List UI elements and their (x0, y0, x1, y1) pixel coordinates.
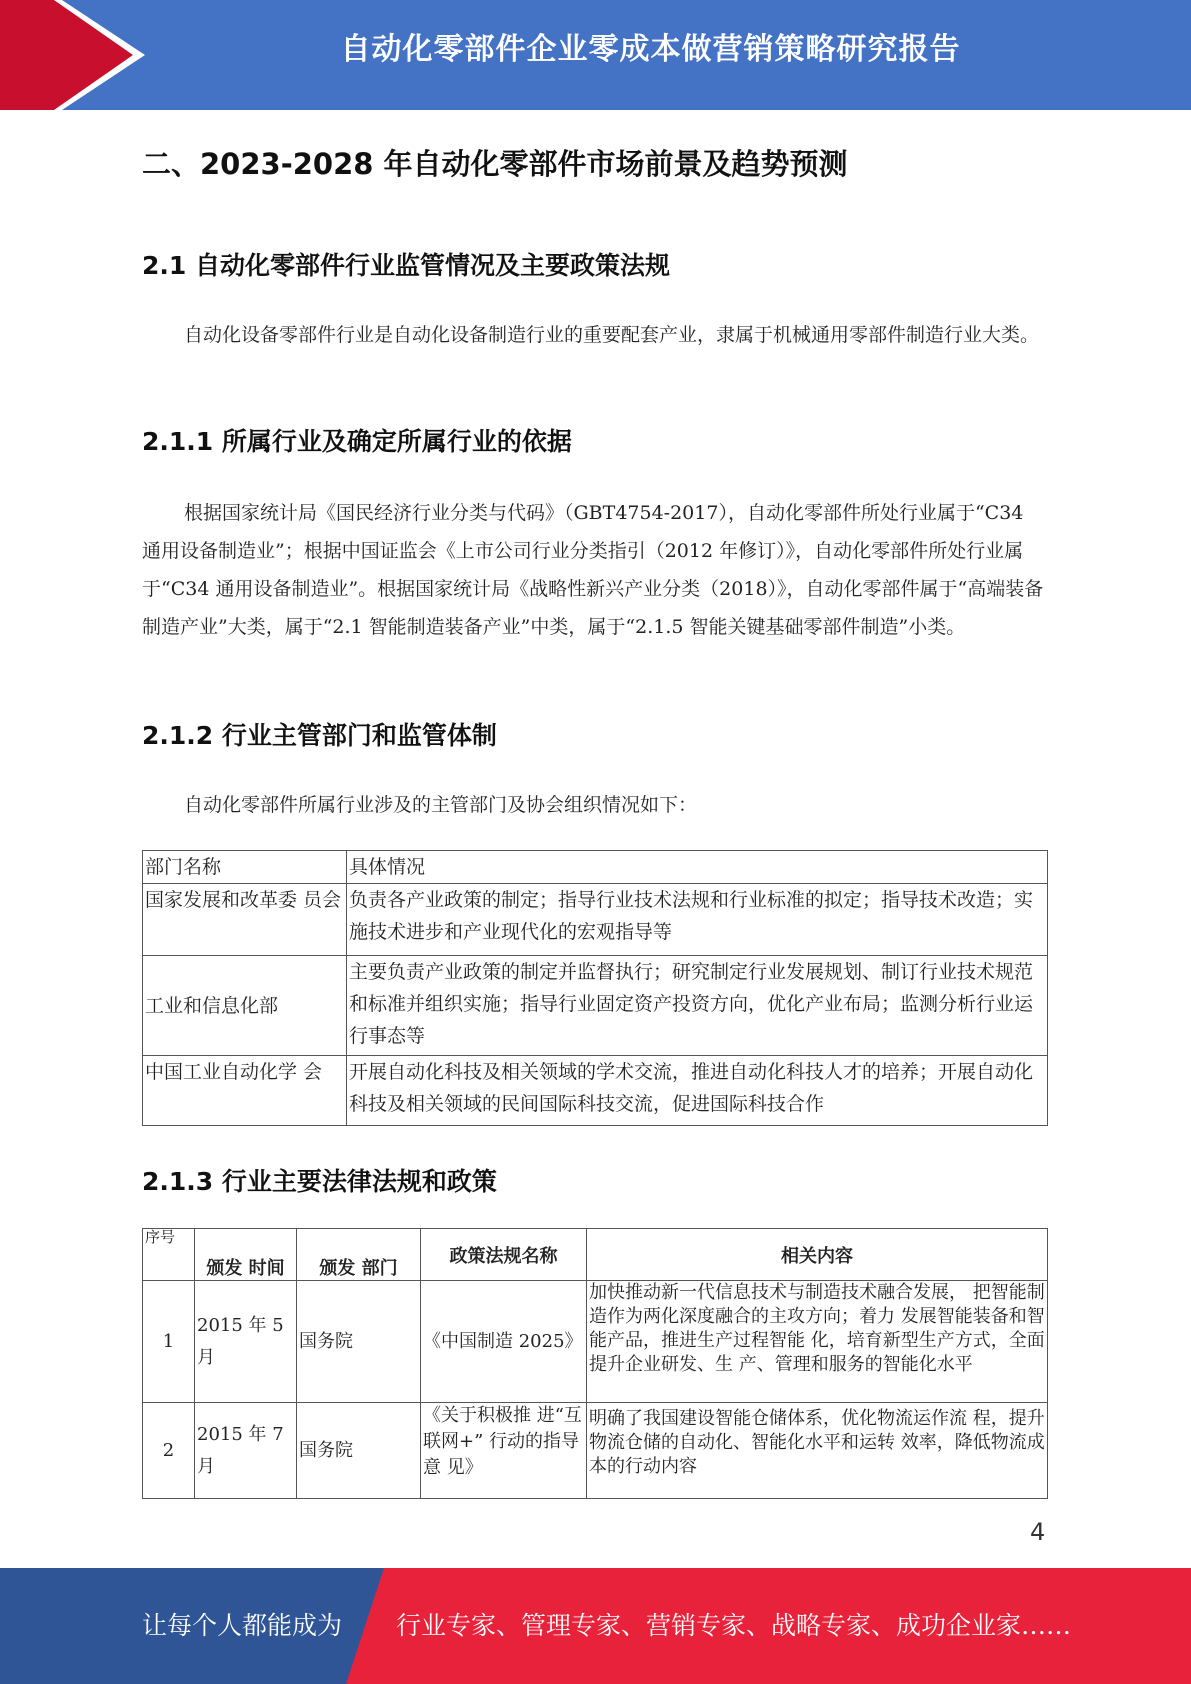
table-cell: 主要负责产业政策的制定并监督执行；研究制定行业发展规划、制订行业技术规范和标准并组织实施；指导行业固定资产投资方向，优化产业布局；监测分析行业运行事态等 (347, 956, 1048, 1056)
section-2-1-1-body: 根据国家统计局《国民经济行业分类与代码》（GBT4754-2017），自动化零部件所处行业属于“C34 通用设备制造业”；根据中国证监会《上市公司行业分类指引（2012 年修订）》，自动化零部件所处行业属于“C34 通用设备制造业”。根据国家统计局《战略性新兴产业分类（2018）》，自动化零部件属于“高端装备制造产业”大类，属于“2.1 智能制造装备产业”中类，属于“2.1.5 智能关键基础零部件制造”小类。 (142, 502, 1044, 638)
table-cell: 中国工业自动化学 会 (143, 1056, 347, 1126)
table-cell: 国务院 (297, 1281, 421, 1403)
table-cell: 2015 年 5 月 (195, 1281, 297, 1403)
table-cell: 加快推动新一代信息技术与制造技术融合发展， 把智能制造作为两化深度融合的主攻方向；着力 发展智能装备和智能产品，推进生产过程智能 化，培育新型生产方式，全面提升企业研发、生 产、管理和服务的智能化水平 (587, 1281, 1048, 1403)
table-row (143, 1056, 1048, 1126)
section-2-1-3-heading: 2.1.3 行业主要法律法规和政策 (142, 1167, 497, 1196)
footer-slogan-left: 让每个人都能成为 (142, 1611, 343, 1640)
section-2-1-2-body: 自动化零部件所属行业涉及的主管部门及协会组织情况如下： (184, 794, 698, 816)
table-cell: 国务院 (297, 1403, 421, 1499)
section-2-1-1-heading: 2.1.1 所属行业及确定所属行业的依据 (142, 427, 572, 456)
table-header-cell: 政策法规名称 (421, 1229, 587, 1281)
footer-slogan-right: 行业专家、管理专家、营销专家、战略专家、成功企业家…… (396, 1611, 1072, 1640)
page-number: 4 (1030, 1518, 1046, 1546)
table-header-row (143, 851, 1048, 884)
table-header-cell: 相关内容 (587, 1229, 1048, 1281)
table-cell: 《关于积极推 进“互联网+” 行动的指导意 见》 (421, 1403, 587, 1499)
table-row (143, 1403, 1048, 1499)
table-cell: 2 (143, 1403, 195, 1499)
table-cell: 负责各产业政策的制定；指导行业技术法规和行业标准的拟定；指导技术改造；实施技术进步和产业现代化的宏观指导等 (347, 884, 1048, 956)
header-red-arrow (0, 0, 150, 110)
table-header-cell: 部门名称 (143, 851, 347, 884)
page-footer (0, 1568, 1191, 1684)
chapter-heading: 二、2023-2028 年自动化零部件市场前景及趋势预测 (142, 147, 848, 181)
table-cell: 明确了我国建设智能仓储体系，优化物流运作流 程，提升物流仓储的自动化、智能化水平和运转 效率，降低物流成本的行动内容 (587, 1403, 1048, 1499)
table-header-cell: 颁发 部门 (297, 1229, 421, 1281)
table-cell: 工业和信息化部 (143, 956, 347, 1056)
table-cell: 国家发展和改革委 员会 (143, 884, 347, 956)
table-cell: 1 (143, 1281, 195, 1403)
table-row (143, 884, 1048, 956)
policies-table (142, 1228, 1048, 1499)
table-cell: 开展自动化科技及相关领域的学术交流，推进自动化科技人才的培养；开展自动化科技及相关领域的民间国际科技交流，促进国际科技合作 (347, 1056, 1048, 1126)
page-header (0, 0, 1191, 110)
table-cell: 《中国制造 2025》 (421, 1281, 587, 1403)
table-row (143, 1281, 1048, 1403)
table-cell: 2015 年 7 月 (195, 1403, 297, 1499)
table-row (143, 956, 1048, 1056)
report-title: 自动化零部件企业零成本做营销策略研究报告 (340, 32, 961, 67)
authorities-table (142, 850, 1048, 1126)
table-header-cell: 颁发 时间 (195, 1229, 297, 1281)
table-header-row (143, 1229, 1048, 1281)
table-header-cell: 具体情况 (347, 851, 1048, 884)
table-header-cell: 序号 (143, 1229, 195, 1281)
section-2-1-body: 自动化设备零部件行业是自动化设备制造行业的重要配套产业，隶属于机械通用零部件制造行业大类。 (184, 324, 1040, 346)
section-2-1-2-heading: 2.1.2 行业主管部门和监管体制 (142, 721, 497, 750)
section-2-1-heading: 2.1 自动化零部件行业监管情况及主要政策法规 (142, 251, 670, 280)
